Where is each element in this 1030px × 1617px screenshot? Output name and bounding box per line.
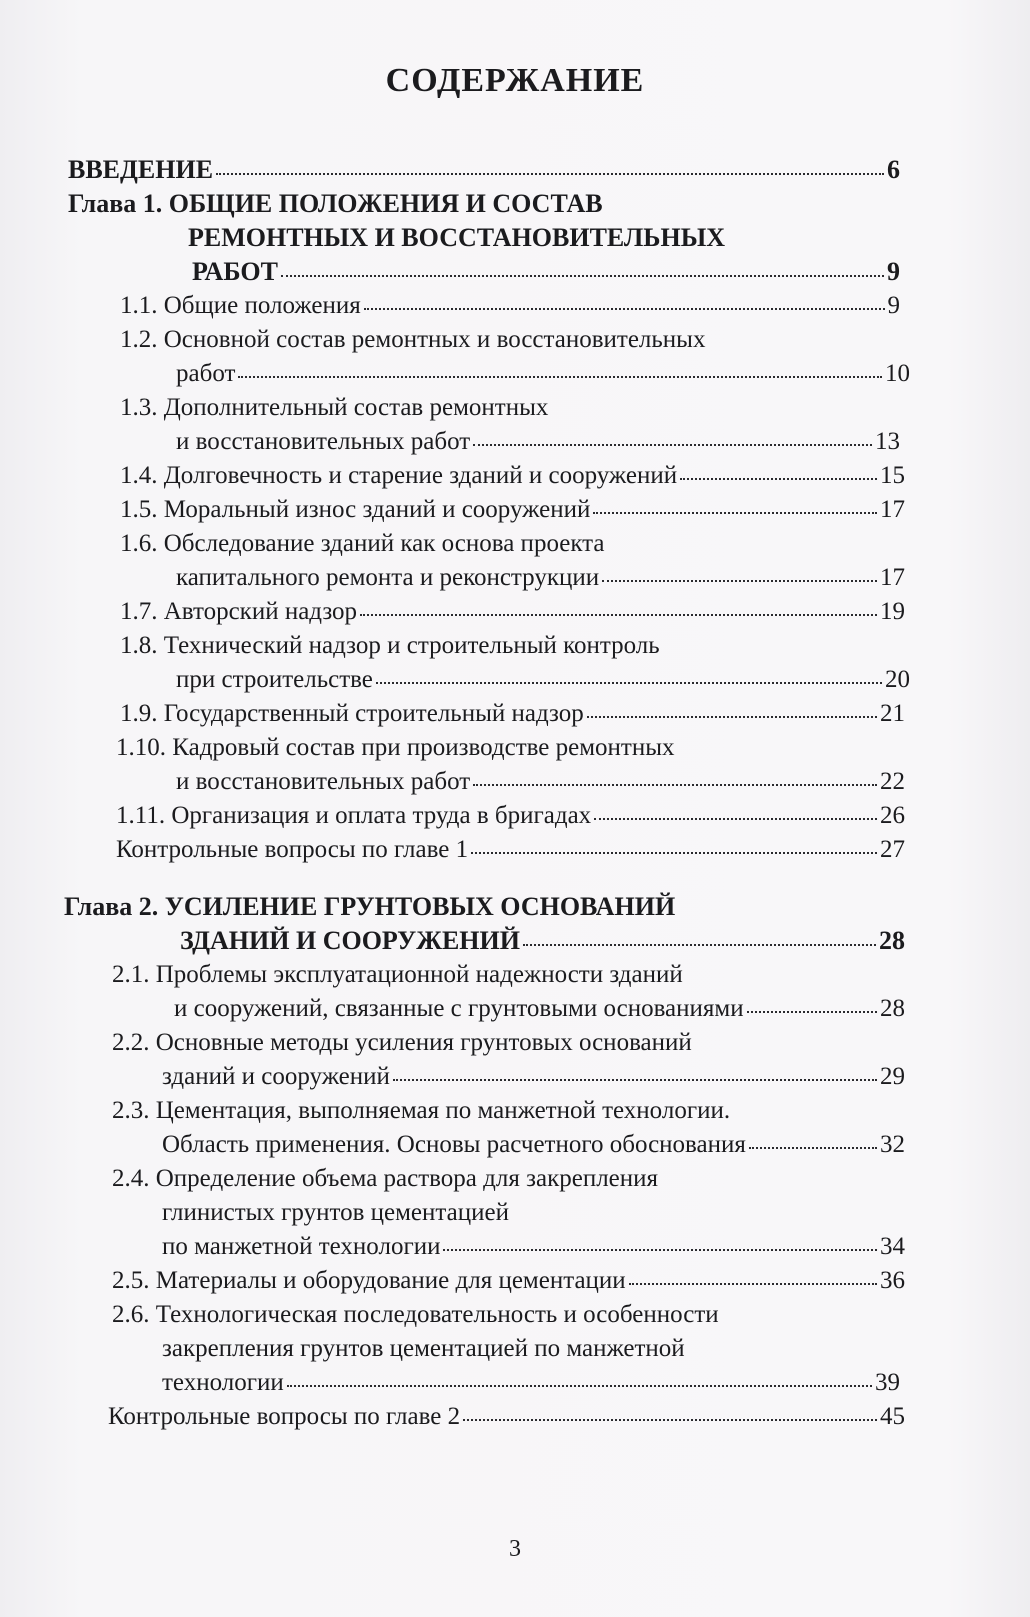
toc-entry-page: 6 bbox=[887, 155, 900, 184]
toc-entry bbox=[188, 221, 900, 255]
toc-entry-text: работ bbox=[176, 360, 236, 387]
toc-entry-text: технологии bbox=[162, 1369, 284, 1396]
toc-entry-page: 34 bbox=[880, 1233, 905, 1260]
toc-entry-page: 21 bbox=[880, 700, 905, 727]
toc-entry bbox=[112, 1264, 905, 1298]
toc-entry-text: РАБОТ bbox=[192, 257, 278, 286]
toc-entry-page: 10 bbox=[885, 360, 910, 387]
dot-leader bbox=[393, 1078, 877, 1081]
toc-entry bbox=[112, 1026, 905, 1060]
toc-entry-page: 17 bbox=[880, 496, 905, 523]
dot-leader bbox=[471, 851, 877, 854]
dot-leader bbox=[749, 1146, 877, 1149]
toc-entry-page: 9 bbox=[887, 257, 900, 286]
toc-entry-text: 2.3. Цементация, выполняемая по манжетной технологии. bbox=[112, 1097, 731, 1124]
toc-entry bbox=[120, 493, 905, 527]
toc-entry bbox=[176, 561, 905, 595]
toc-entry bbox=[64, 890, 900, 924]
toc-entry bbox=[120, 391, 900, 425]
toc-entry-page: 26 bbox=[880, 802, 905, 829]
toc-entry bbox=[176, 425, 900, 459]
toc-entry-text: глинистых грунтов цементацией bbox=[162, 1199, 509, 1226]
toc-entry bbox=[162, 1128, 905, 1162]
dot-leader bbox=[463, 1418, 877, 1421]
toc-entry bbox=[176, 663, 910, 697]
dot-leader bbox=[680, 477, 877, 480]
dot-leader bbox=[523, 943, 876, 946]
toc-entry bbox=[120, 527, 905, 561]
toc-entry-page: 9 bbox=[887, 292, 900, 319]
dot-leader bbox=[629, 1282, 877, 1285]
toc-entry-text: и восстановительных работ bbox=[176, 768, 471, 795]
toc-entry-text: и восстановительных работ bbox=[176, 428, 471, 455]
dot-leader bbox=[364, 307, 885, 310]
toc-entry bbox=[162, 1060, 905, 1094]
toc-entry bbox=[108, 1400, 905, 1434]
page-number: 3 bbox=[509, 1536, 521, 1562]
toc-entry-page: 19 bbox=[880, 598, 905, 625]
toc-entry bbox=[162, 1332, 905, 1366]
dot-leader bbox=[594, 817, 877, 820]
toc-entry bbox=[120, 289, 900, 323]
toc-entry bbox=[112, 958, 905, 992]
toc-entry-text: Глава 2. УСИЛЕНИЕ ГРУНТОВЫХ ОСНОВАНИЙ bbox=[64, 892, 676, 921]
toc-entry bbox=[162, 1196, 905, 1230]
toc-entry bbox=[120, 323, 900, 357]
toc-entry bbox=[116, 833, 905, 867]
dot-leader bbox=[376, 681, 882, 684]
toc-entry bbox=[68, 153, 900, 187]
toc-entry-page: 22 bbox=[880, 768, 905, 795]
toc-entry bbox=[176, 765, 905, 799]
toc-entry-page: 39 bbox=[875, 1369, 900, 1396]
toc-entry-text: 2.2. Основные методы усиления грунтовых оснований bbox=[112, 1029, 692, 1056]
dot-leader bbox=[443, 1248, 877, 1251]
toc-entry bbox=[68, 187, 900, 221]
dot-leader bbox=[473, 443, 872, 446]
toc-entry-page: 20 bbox=[885, 666, 910, 693]
toc-entry-page: 17 bbox=[880, 564, 905, 591]
toc-entry bbox=[162, 1366, 900, 1400]
toc-entry bbox=[192, 255, 900, 289]
toc-entry-text: 1.10. Кадровый состав при производстве ремонтных bbox=[116, 734, 675, 761]
toc-entry-page: 45 bbox=[880, 1403, 905, 1430]
dot-leader bbox=[593, 511, 877, 514]
toc-entry bbox=[112, 1094, 905, 1128]
toc-entry-text: 1.11. Организация и оплата труда в бригадах bbox=[116, 802, 592, 829]
toc-entry-text: 1.7. Авторский надзор bbox=[120, 598, 358, 625]
toc-entry-page: 36 bbox=[880, 1267, 905, 1294]
toc-entry bbox=[176, 357, 910, 391]
toc-entry bbox=[162, 1230, 905, 1264]
toc-entry-text: 1.1. Общие положения bbox=[120, 292, 361, 319]
toc-entry-text: РЕМОНТНЫХ И ВОССТАНОВИТЕЛЬНЫХ bbox=[188, 223, 726, 252]
toc-entry-page: 15 bbox=[880, 462, 905, 489]
toc-entry-text: 1.3. Дополнительный состав ремонтных bbox=[120, 394, 549, 421]
toc-entry bbox=[120, 595, 905, 629]
toc-entry bbox=[180, 924, 905, 958]
toc-entry-text: ЗДАНИЙ И СООРУЖЕНИЙ bbox=[180, 926, 520, 955]
toc-entry-text: и сооружений, связанные с грунтовыми основаниями bbox=[174, 995, 744, 1022]
toc-entry-text: ВВЕДЕНИЕ bbox=[68, 155, 214, 184]
dot-leader bbox=[287, 1384, 872, 1387]
toc-entry-text: 1.6. Обследование зданий как основа проекта bbox=[120, 530, 605, 557]
toc-entry-page: 29 bbox=[880, 1063, 905, 1090]
dot-leader bbox=[473, 783, 877, 786]
toc-entry bbox=[174, 992, 905, 1026]
dot-leader bbox=[281, 274, 884, 277]
toc-entry-text: 1.9. Государственный строительный надзор bbox=[120, 700, 584, 727]
toc-entry-page: 28 bbox=[879, 926, 905, 955]
toc-entry bbox=[116, 731, 905, 765]
toc-entry-text: Контрольные вопросы по главе 1 bbox=[116, 836, 469, 863]
dot-leader bbox=[602, 579, 877, 582]
toc-entry-text: Контрольные вопросы по главе 2 bbox=[108, 1403, 461, 1430]
toc-entry-text: 2.4. Определение объема раствора для закрепления bbox=[112, 1165, 659, 1192]
toc-entry bbox=[120, 629, 905, 663]
toc-entry-text: 1.4. Долговечность и старение зданий и сооружений bbox=[120, 462, 678, 489]
toc-entry-text: 1.5. Моральный износ зданий и сооружений bbox=[120, 496, 591, 523]
toc-entry-text: 1.8. Технический надзор и строительный контроль bbox=[120, 632, 660, 659]
toc-entry-text: 2.5. Материалы и оборудование для цементации bbox=[112, 1267, 626, 1294]
toc-entry-text: Область применения. Основы расчетного обоснования bbox=[162, 1131, 746, 1158]
toc-entry bbox=[116, 799, 905, 833]
dot-leader bbox=[747, 1010, 877, 1013]
toc-entry-page: 32 bbox=[880, 1131, 905, 1158]
toc-entry-page: 27 bbox=[880, 836, 905, 863]
toc-entry-text: по манжетной технологии bbox=[162, 1233, 441, 1260]
toc-entry-text: 2.6. Технологическая последовательность и особенности bbox=[112, 1301, 719, 1328]
toc-entry-text: 1.2. Основной состав ремонтных и восстановительных bbox=[120, 326, 706, 353]
dot-leader bbox=[216, 172, 884, 175]
toc-entry-page: 13 bbox=[875, 428, 900, 455]
dot-leader bbox=[587, 715, 877, 718]
toc-entry-text: Глава 1. ОБЩИЕ ПОЛОЖЕНИЯ И СОСТАВ bbox=[68, 189, 603, 218]
toc-entry bbox=[120, 697, 905, 731]
toc-entry-text: 2.1. Проблемы эксплуатационной надежности зданий bbox=[112, 961, 683, 988]
toc-entry bbox=[120, 459, 905, 493]
toc-entry bbox=[112, 1162, 905, 1196]
toc-entry-page: 28 bbox=[880, 995, 905, 1022]
toc-entry-text: закрепления грунтов цементацией по манжетной bbox=[162, 1335, 685, 1362]
dot-leader bbox=[360, 613, 877, 616]
page-title: СОДЕРЖАНИЕ bbox=[385, 62, 645, 99]
toc-entry-text: при строительстве bbox=[176, 666, 373, 693]
dot-leader bbox=[238, 375, 882, 378]
toc-entry-text: капитального ремонта и реконструкции bbox=[176, 564, 600, 591]
toc-entry bbox=[112, 1298, 905, 1332]
toc-entry-text: зданий и сооружений bbox=[162, 1063, 390, 1090]
